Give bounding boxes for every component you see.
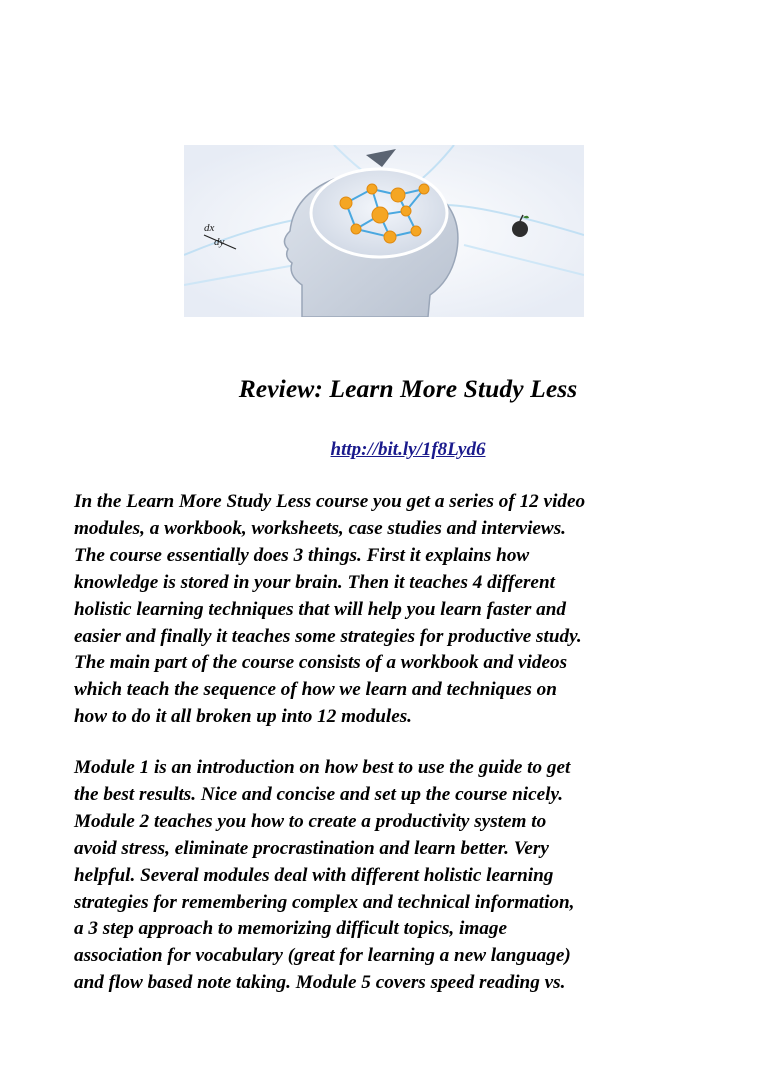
paragraph-modules <box>74 755 724 997</box>
paragraph-line: association for vocabulary (great for learning a new language) <box>74 945 571 967</box>
paragraph-line: Module 1 is an introduction on how best to use the guide to get <box>74 757 571 778</box>
paragraph-line: knowledge is stored in your brain. Then it teaches 4 different <box>74 571 555 593</box>
short-link-anchor[interactable]: http://bit.ly/1f8Lyd6 <box>330 439 486 460</box>
paragraph-line: The main part of the course consists of a workbook and videos <box>74 652 568 674</box>
paragraph-line: easier and finally it teaches some strategies for productive study. <box>74 625 582 647</box>
paragraph-line: The course essentially does 3 things. First it explains how <box>74 544 530 566</box>
svg-text:dy: dy <box>214 236 225 248</box>
paragraph-line: the best results. Nice and concise and set up the course nicely. <box>74 783 564 805</box>
paragraph-line: which teach the sequence of how we learn and techniques on <box>74 679 557 701</box>
short-link <box>0 437 768 463</box>
paragraph-line: avoid stress, eliminate procrastination and learn better. Very <box>74 837 549 859</box>
paragraph-line: how to do it all broken up into 12 modules. <box>74 706 412 728</box>
brain-illustration-graphic <box>184 145 584 317</box>
svg-text:dx: dx <box>204 222 215 234</box>
paragraph-line: In the Learn More Study Less course you get a series of 12 video <box>74 491 586 512</box>
document-title: Review: Learn More Study Less <box>238 374 578 403</box>
paragraph-line: and flow based note taking. Module 5 covers speed reading vs. <box>74 972 566 994</box>
paragraph-line: strategies for remembering complex and technical information, <box>74 891 575 913</box>
brain-illustration <box>184 145 584 317</box>
paragraph-line: Module 2 teaches you how to create a productivity system to <box>74 810 547 832</box>
paragraph-line: holistic learning techniques that will help you learn faster and <box>74 598 567 620</box>
paragraph-line: helpful. Several modules deal with different holistic learning <box>74 864 554 886</box>
paragraph-line: modules, a workbook, worksheets, case studies and interviews. <box>74 517 566 539</box>
paragraph-course-overview <box>74 489 724 731</box>
paragraph-line: a 3 step approach to memorizing difficult topics, image <box>74 918 507 940</box>
